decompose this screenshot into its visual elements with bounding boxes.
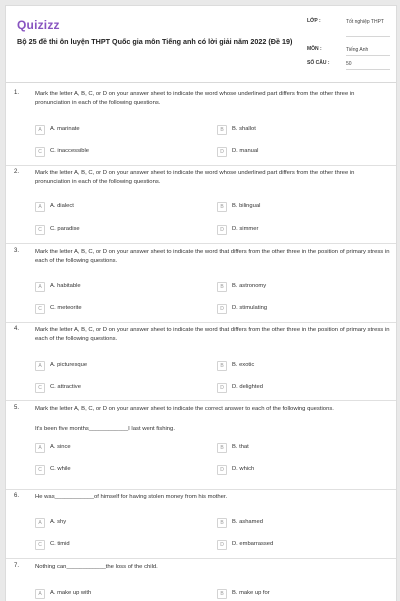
option-text: D. which	[232, 466, 255, 472]
question-number: 1.	[14, 90, 20, 96]
meta-value-subject: Tiếng Anh	[346, 47, 369, 53]
meta-value-count: 50	[346, 61, 352, 67]
option-text: B. astronomy	[232, 283, 267, 289]
option-text: A. shy	[50, 519, 67, 525]
option-text: D. embarrassed	[232, 541, 274, 547]
meta-label-subject: MÔN :	[307, 46, 322, 52]
question-text: Mark the letter A, B, C, or D on your answer sheet to indicate the word that differs from the other three in the position of primary stress in each of the following questions.	[35, 249, 390, 264]
option-letter-box: C	[35, 304, 45, 314]
worksheet-title: Bộ 25 đề thi ôn luyện THPT Quốc gia môn Tiếng anh có lời giải năm 2022 (Đề 19)	[17, 37, 293, 46]
option-letter-box: D	[217, 465, 227, 475]
option-text: A. make up with	[50, 590, 92, 596]
option-text: B. make up for	[232, 590, 270, 596]
option-text: D. simmer	[232, 226, 259, 232]
option-text: D. manual	[232, 148, 259, 154]
option-text: C. attractive	[50, 384, 81, 390]
question-number: 7.	[14, 563, 20, 569]
question-text: Nothing can____________the loss of the child.	[35, 564, 158, 570]
option-text: A. picturesque	[50, 362, 88, 368]
question-text: Mark the letter A, B, C, or D on your answer sheet to indicate the word that differs from the other three in the position of primary stress in each of the following questions.	[35, 327, 390, 342]
option-text: C. while	[50, 466, 71, 472]
question-text: Mark the letter A, B, C, or D on your answer sheet to indicate the word whose underlined part differs from the other three in pronunciation in each of the following questions.	[35, 170, 355, 185]
quizizz-logo: Quizizz	[17, 18, 60, 32]
option-text: B. ashamed	[232, 519, 263, 525]
option-letter-box: B	[217, 443, 227, 453]
option-text: B. that	[232, 444, 249, 450]
worksheet-page	[5, 5, 397, 601]
option-letter-box: A	[35, 589, 45, 599]
question-divider	[6, 243, 396, 244]
question-divider	[6, 400, 396, 401]
option-text: B. shallot	[232, 126, 256, 132]
option-letter-box: A	[35, 125, 45, 135]
option-letter-box: B	[217, 125, 227, 135]
option-text: D. stimulating	[232, 305, 268, 311]
option-letter-box: B	[217, 518, 227, 528]
option-letter-box: B	[217, 361, 227, 371]
option-letter-box: B	[217, 282, 227, 292]
option-letter-box: D	[217, 383, 227, 393]
option-letter-box: D	[217, 304, 227, 314]
option-letter-box: B	[217, 202, 227, 212]
question-divider	[6, 489, 396, 490]
option-letter-box: D	[217, 540, 227, 550]
question-number: 2.	[14, 169, 20, 175]
option-letter-box: A	[35, 202, 45, 212]
option-letter-box: A	[35, 282, 45, 292]
option-letter-box: C	[35, 465, 45, 475]
option-letter-box: C	[35, 147, 45, 157]
question-number: 5.	[14, 405, 20, 411]
meta-divider	[346, 36, 390, 37]
option-text: A. since	[50, 444, 71, 450]
meta-divider	[346, 69, 390, 70]
option-letter-box: A	[35, 361, 45, 371]
question-number: 6.	[14, 493, 20, 499]
option-letter-box: C	[35, 225, 45, 235]
option-text: D. delighted	[232, 384, 263, 390]
question-text: Mark the letter A, B, C, or D on your answer sheet to indicate the word whose underlined part differs from the other three in pronunciation in each of the following questions.	[35, 91, 355, 106]
worksheet-header	[6, 6, 396, 83]
option-letter-box: C	[35, 383, 45, 393]
question-divider	[6, 165, 396, 166]
question-prompt: It's been five months____________I last went fishing.	[35, 426, 175, 432]
meta-label-count: SỐ CÂU :	[307, 60, 330, 66]
meta-label-class: LỚP :	[307, 18, 321, 24]
option-letter-box: A	[35, 443, 45, 453]
option-text: C. meteorite	[50, 305, 82, 311]
question-number: 3.	[14, 248, 20, 254]
option-text: C. paradise	[50, 226, 80, 232]
option-text: A. marinate	[50, 126, 80, 132]
option-text: A. dialect	[50, 203, 74, 209]
question-number: 4.	[14, 326, 20, 332]
option-letter-box: C	[35, 540, 45, 550]
question-divider	[6, 322, 396, 323]
option-text: C. inaccessible	[50, 148, 89, 154]
question-divider	[6, 558, 396, 559]
option-text: C. timid	[50, 541, 70, 547]
meta-value-class: Tốt nghiệp THPT	[346, 19, 384, 25]
option-letter-box: D	[217, 225, 227, 235]
option-text: B. exotic	[232, 362, 255, 368]
option-text: A. habitable	[50, 283, 81, 289]
option-text: B. bilingual	[232, 203, 261, 209]
question-text: He was____________of himself for having stolen money from his mother.	[35, 494, 228, 500]
option-letter-box: A	[35, 518, 45, 528]
question-text: Mark the letter A, B, C, or D on your answer sheet to indicate the correct answer to each of the following questions.	[35, 406, 334, 412]
option-letter-box: B	[217, 589, 227, 599]
option-letter-box: D	[217, 147, 227, 157]
meta-divider	[346, 55, 390, 56]
